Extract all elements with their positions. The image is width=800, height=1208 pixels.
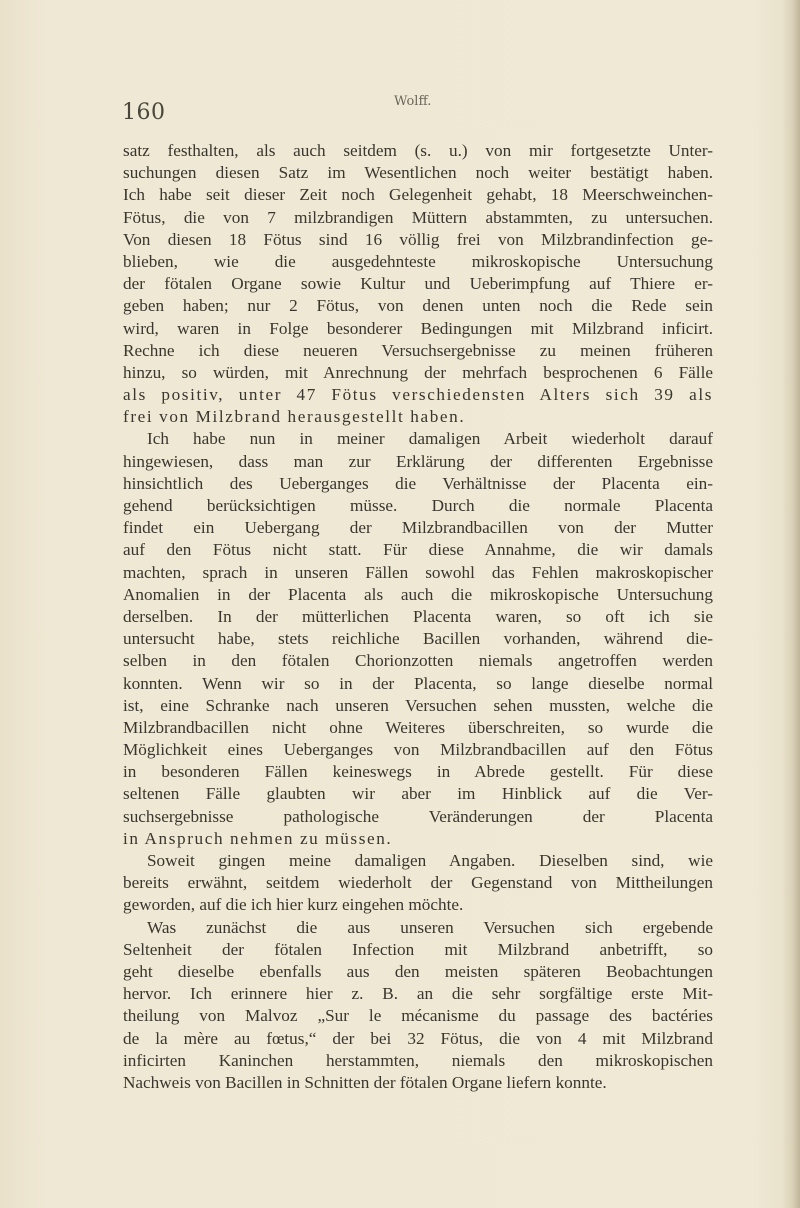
text-line: Nachweis von Bacillen in Schnitten der fötalen Organe liefern konnte. [123, 1072, 607, 1092]
text-line: gehend berücksichtigen müsse. Durch die normale Placenta [123, 496, 713, 515]
text-line: in besonderen Fällen keineswegs in Abrede gestellt. Für diese [123, 762, 713, 782]
text-line: hinsichtlich des Ueberganges die Verhältnisse der Placenta ein- [123, 473, 713, 493]
text-line: selben in den fötalen Chorionzotten niemals angetroffen werden [123, 651, 713, 671]
text-line: suchungen diesen Satz im Wesentlichen noch weiter bestätigt haben. [123, 163, 713, 183]
text-line: frei von Milzbrand herausgestellt haben. [123, 407, 466, 427]
text-line: Anomalien in der Placenta als auch die mikroskopische Untersuchung [123, 584, 713, 604]
text-line: machten, sprach in unseren Fällen sowohl das Fehlen makroskopischer [123, 562, 713, 582]
text-line: suchsergebnisse pathologische Veränderungen der Placenta [123, 806, 713, 826]
text-line: Soweit gingen meine damaligen Angaben. Dieselben sind, wie [147, 851, 713, 870]
text-line: Rechne ich diese neueren Versuchsergebnisse zu meinen früheren [123, 340, 713, 360]
page-edge-shadow [782, 0, 800, 1208]
page-number: 160 [122, 100, 166, 125]
running-head: Wolff. [394, 94, 432, 109]
text-line: Was zunächst die aus unseren Versuchen sich ergebende [147, 917, 713, 937]
text-line: hervor. Ich erinnere hier z. B. an die sehr sorgfältige erste Mit- [123, 984, 713, 1004]
text-line: konnten. Wenn wir so in der Placenta, so lange dieselbe normal [123, 673, 713, 693]
text-line: als positiv, unter 47 Fötus verschiedensten Alters sich 39 als [123, 385, 713, 405]
text-line: geben haben; nur 2 Fötus, von denen unten noch die Rede sein [123, 296, 713, 316]
text-line: theilung von Malvoz „Sur le mécanisme du passage des bactéries [123, 1006, 713, 1026]
text-line: ist, eine Schranke nach unseren Versuchen sehen mussten, welche die [123, 695, 713, 715]
text-line: Von diesen 18 Fötus sind 16 völlig frei von Milzbrandinfection ge- [123, 229, 713, 249]
text-line: satz festhalten, als auch seitdem (s. u.) von mir fortgesetzte Unter- [123, 141, 713, 160]
body-text [123, 140, 713, 1094]
text-line: Seltenheit der fötalen Infection mit Milzbrand anbetrifft, so [123, 939, 713, 959]
text-line: Möglichkeit eines Ueberganges von Milzbrandbacillen auf den Fötus [123, 740, 713, 760]
text-line: hingewiesen, dass man zur Erklärung der differenten Ergebnisse [123, 451, 713, 471]
text-line: hinzu, so würden, mit Anrechnung der mehrfach besprochenen 6 Fälle [123, 362, 713, 382]
text-line: geworden, auf die ich hier kurz eingehen möchte. [123, 895, 464, 915]
text-line: Fötus, die von 7 milzbrandigen Müttern abstammten, zu untersuchen. [123, 207, 713, 227]
text-line: wird, waren in Folge besonderer Bedingungen mit Milzbrand inficirt. [123, 318, 713, 338]
text-line: Ich habe seit dieser Zeit noch Gelegenheit gehabt, 18 Meerschweinchen- [123, 185, 713, 205]
text-line: untersucht habe, stets reichliche Bacillen vorhanden, während die- [123, 629, 713, 649]
text-line: de la mère au fœtus,“ der bei 32 Fötus, die von 4 mit Milzbrand [123, 1028, 713, 1048]
text-line: bereits erwähnt, seitdem wiederholt der Gegenstand von Mittheilungen [123, 873, 713, 893]
text-line: seltenen Fälle glaubten wir aber im Hinblick auf die Ver- [123, 784, 713, 804]
text-line: Ich habe nun in meiner damaligen Arbeit wiederholt darauf [147, 429, 713, 449]
text-line: blieben, wie die ausgedehnteste mikroskopische Untersuchung [123, 251, 713, 271]
text-line: auf den Fötus nicht statt. Für diese Annahme, die wir damals [123, 540, 713, 560]
text-line: Milzbrandbacillen nicht ohne Weiteres überschreiten, so wurde die [123, 717, 713, 737]
text-line: geht dieselbe ebenfalls aus den meisten späteren Beobachtungen [123, 961, 713, 981]
text-line: in Anspruch nehmen zu müssen. [123, 828, 393, 848]
text-line: inficirten Kaninchen herstammten, niemals den mikroskopischen [123, 1050, 713, 1070]
text-line: der fötalen Organe sowie Kultur und Ueberimpfung auf Thiere er- [123, 274, 713, 294]
text-line: findet ein Uebergang der Milzbrandbacillen von der Mutter [123, 518, 713, 538]
text-line: derselben. In der mütterlichen Placenta waren, so oft ich sie [123, 606, 713, 626]
